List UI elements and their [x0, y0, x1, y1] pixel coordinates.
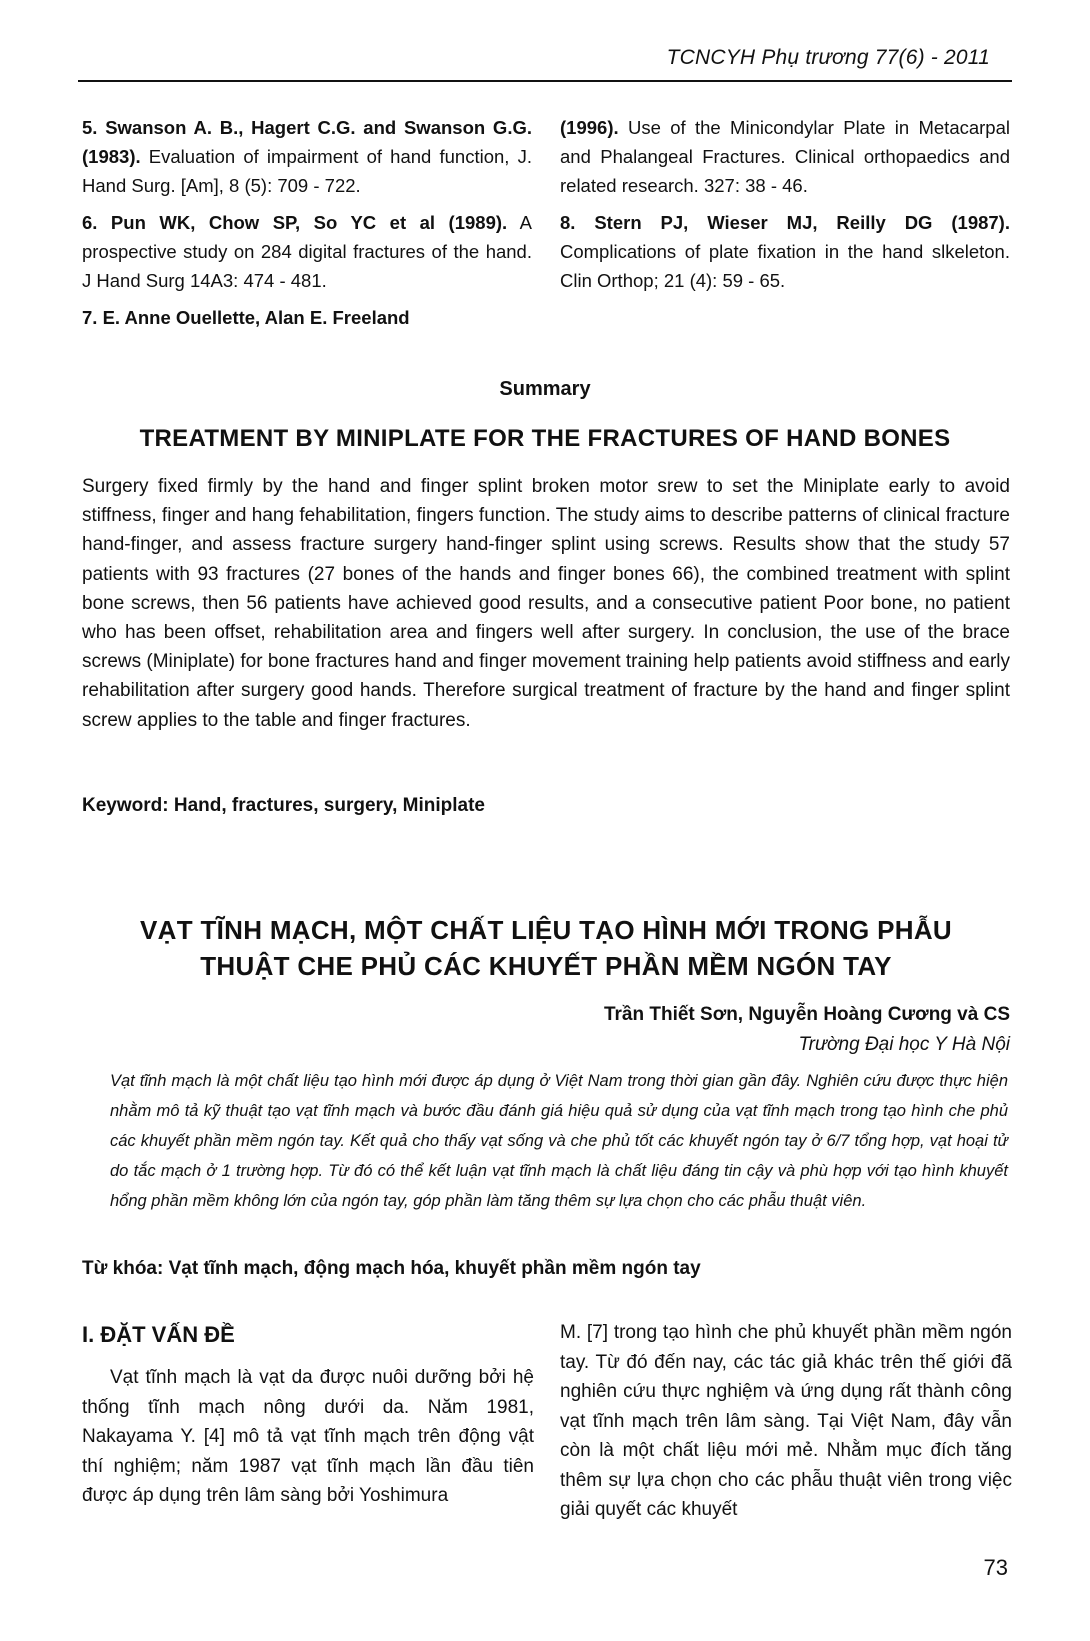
reference-5-text: Evaluation of impairment of hand function, J. Hand Surg. [Am], 8 (5): 709 - 722. [82, 146, 532, 196]
article-title [82, 912, 1010, 984]
reference-7-year: (1996). [560, 117, 619, 138]
vietnamese-keywords: Từ khóa: Vạt tĩnh mạch, động mạch hóa, khuyết phần mềm ngón tay [82, 1258, 701, 1279]
introduction-right-column: M. [7] trong tạo hình che phủ khuyết phần mềm ngón tay. Từ đó đến nay, các tác giả khác trên thế giới đã nghiên cứu thực nghiệm và ứng dụng rất thành công vạt tĩnh mạch trên lâm sàng. Tại Việt Nam, đây vẫn còn là một chất liệu mới mẻ. Nhằm mục đích tăng thêm sự lựa chọn cho các phẫu thuật viên trong việc giải quyết các khuyết [560, 1322, 1012, 1520]
article-title-line-1: VẠT TĨNH MẠCH, MỘT CHẤT LIỆU TẠO HÌNH MỚI TRONG PHẪU [140, 915, 952, 945]
reference-7-continued-text: Use of the Minicondylar Plate in Metacarpal and Phalangeal Fractures. Clinical orthopaedics and related research. 327: 38 - 46. [560, 117, 1010, 196]
reference-7-citation: 7. E. Anne Ouellette, Alan E. Freeland [82, 307, 410, 328]
references-right-column [560, 113, 1010, 303]
reference-7 [82, 303, 532, 332]
english-keywords: Keyword: Hand, fractures, surgery, Miniplate [82, 795, 485, 816]
page-number: 73 [983, 1555, 1008, 1580]
reference-5 [82, 113, 532, 200]
english-title: TREATMENT BY MINIPLATE FOR THE FRACTURES OF HAND BONES [139, 425, 951, 452]
running-title: TCNCYH Phụ trương 77(6) - 2011 [666, 46, 990, 69]
introduction-left-column: Vạt tĩnh mạch là vạt da được nuôi dưỡng bởi hệ thống tĩnh mạch nông dưới da. Năm 1981, Nakayama Y. [4] mô tả vạt tĩnh mạch trên động vật thí nghiệm; năm 1987 vạt tĩnh mạch lần đầu tiên được áp dụng trên lâm sàng bởi Yoshimura [82, 1367, 534, 1506]
reference-6 [82, 208, 532, 295]
article-authors: Trần Thiết Sơn, Nguyễn Hoàng Cương và CS [603, 1004, 1010, 1025]
vietnamese-abstract: Vạt tĩnh mạch là một chất liệu tạo hình mới được áp dụng ở Việt Nam trong thời gian gần đây. Nghiên cứu được thực hiện nhằm mô tả kỹ thuật tạo vạt tĩnh mạch và bước đầu đánh giá hiệu quả sử dụng của vạt tĩnh mạch trong tạo hình che phủ các khuyết phần mềm ngón tay. Kết quả cho thấy vạt sống và che phủ tốt các khuyết ngón tay ở 6/7 tổng hợp, vạt hoại tử do tắc mạch ở 1 trường hợp. Từ đó có thể kết luận vạt tĩnh mạch là chất liệu đáng tin cậy và phù hợp với tạo hình khuyết hổng phần mềm không lớn của ngón tay, góp phần làm tăng thêm sự lựa chọn cho các phẫu thuật viên. [110, 1072, 1008, 1210]
summary-label: Summary [499, 378, 591, 400]
article-title-line-2: THUẬT CHE PHỦ CÁC KHUYẾT PHẦN MỀM NGÓN TAY [200, 951, 892, 981]
header-rule [78, 80, 1012, 82]
reference-6-citation: 6. Pun WK, Chow SP, So YC et al (1989). [82, 212, 508, 233]
article-affiliation: Trường Đại học Y Hà Nội [798, 1034, 1010, 1055]
reference-8-citation: 8. Stern PJ, Wieser MJ, Reilly DG (1987). [560, 212, 1010, 233]
reference-7-continued [560, 113, 1010, 200]
reference-5-citation: 5. Swanson A. B., Hagert C.G. and Swanson G.G. (1983). [82, 117, 532, 167]
reference-6-text: A prospective study on 284 digital fractures of the hand. J Hand Surg 14A3: 474 - 481. [82, 212, 532, 291]
references-left-column [82, 113, 532, 340]
reference-8-text: Complications of plate fixation in the hand slkeleton. Clin Orthop; 21 (4): 59 - 65. [560, 241, 1010, 291]
section-heading-introduction: I. ĐẶT VẤN ĐỀ [82, 1322, 235, 1347]
english-abstract: Surgery fixed firmly by the hand and finger splint broken motor srew to set the Miniplate early to avoid stiffness, finger and hang fehabilitation, fingers function. The study aims to describe patterns of clinical fracture hand-finger, and assess fracture surgery hand-finger splint using screws. Results show that the study 57 patients with 93 fractures (27 bones of the hands and finger bones 66), the combined treatment with splint bone screws, then 56 patients have achieved good results, and a consecutive patient Poor bone, no patient who has been offset, rehabilitation area and fingers well after surgery. In conclusion, the use of the brace screws (Miniplate) for bone fractures hand and finger movement training help patients avoid stiffness and early rehabilitation after surgery good hands. Therefore surgical treatment of fracture by the hand and finger splint screw applies to the table and finger fractures. [82, 476, 1010, 731]
reference-8 [560, 208, 1010, 295]
